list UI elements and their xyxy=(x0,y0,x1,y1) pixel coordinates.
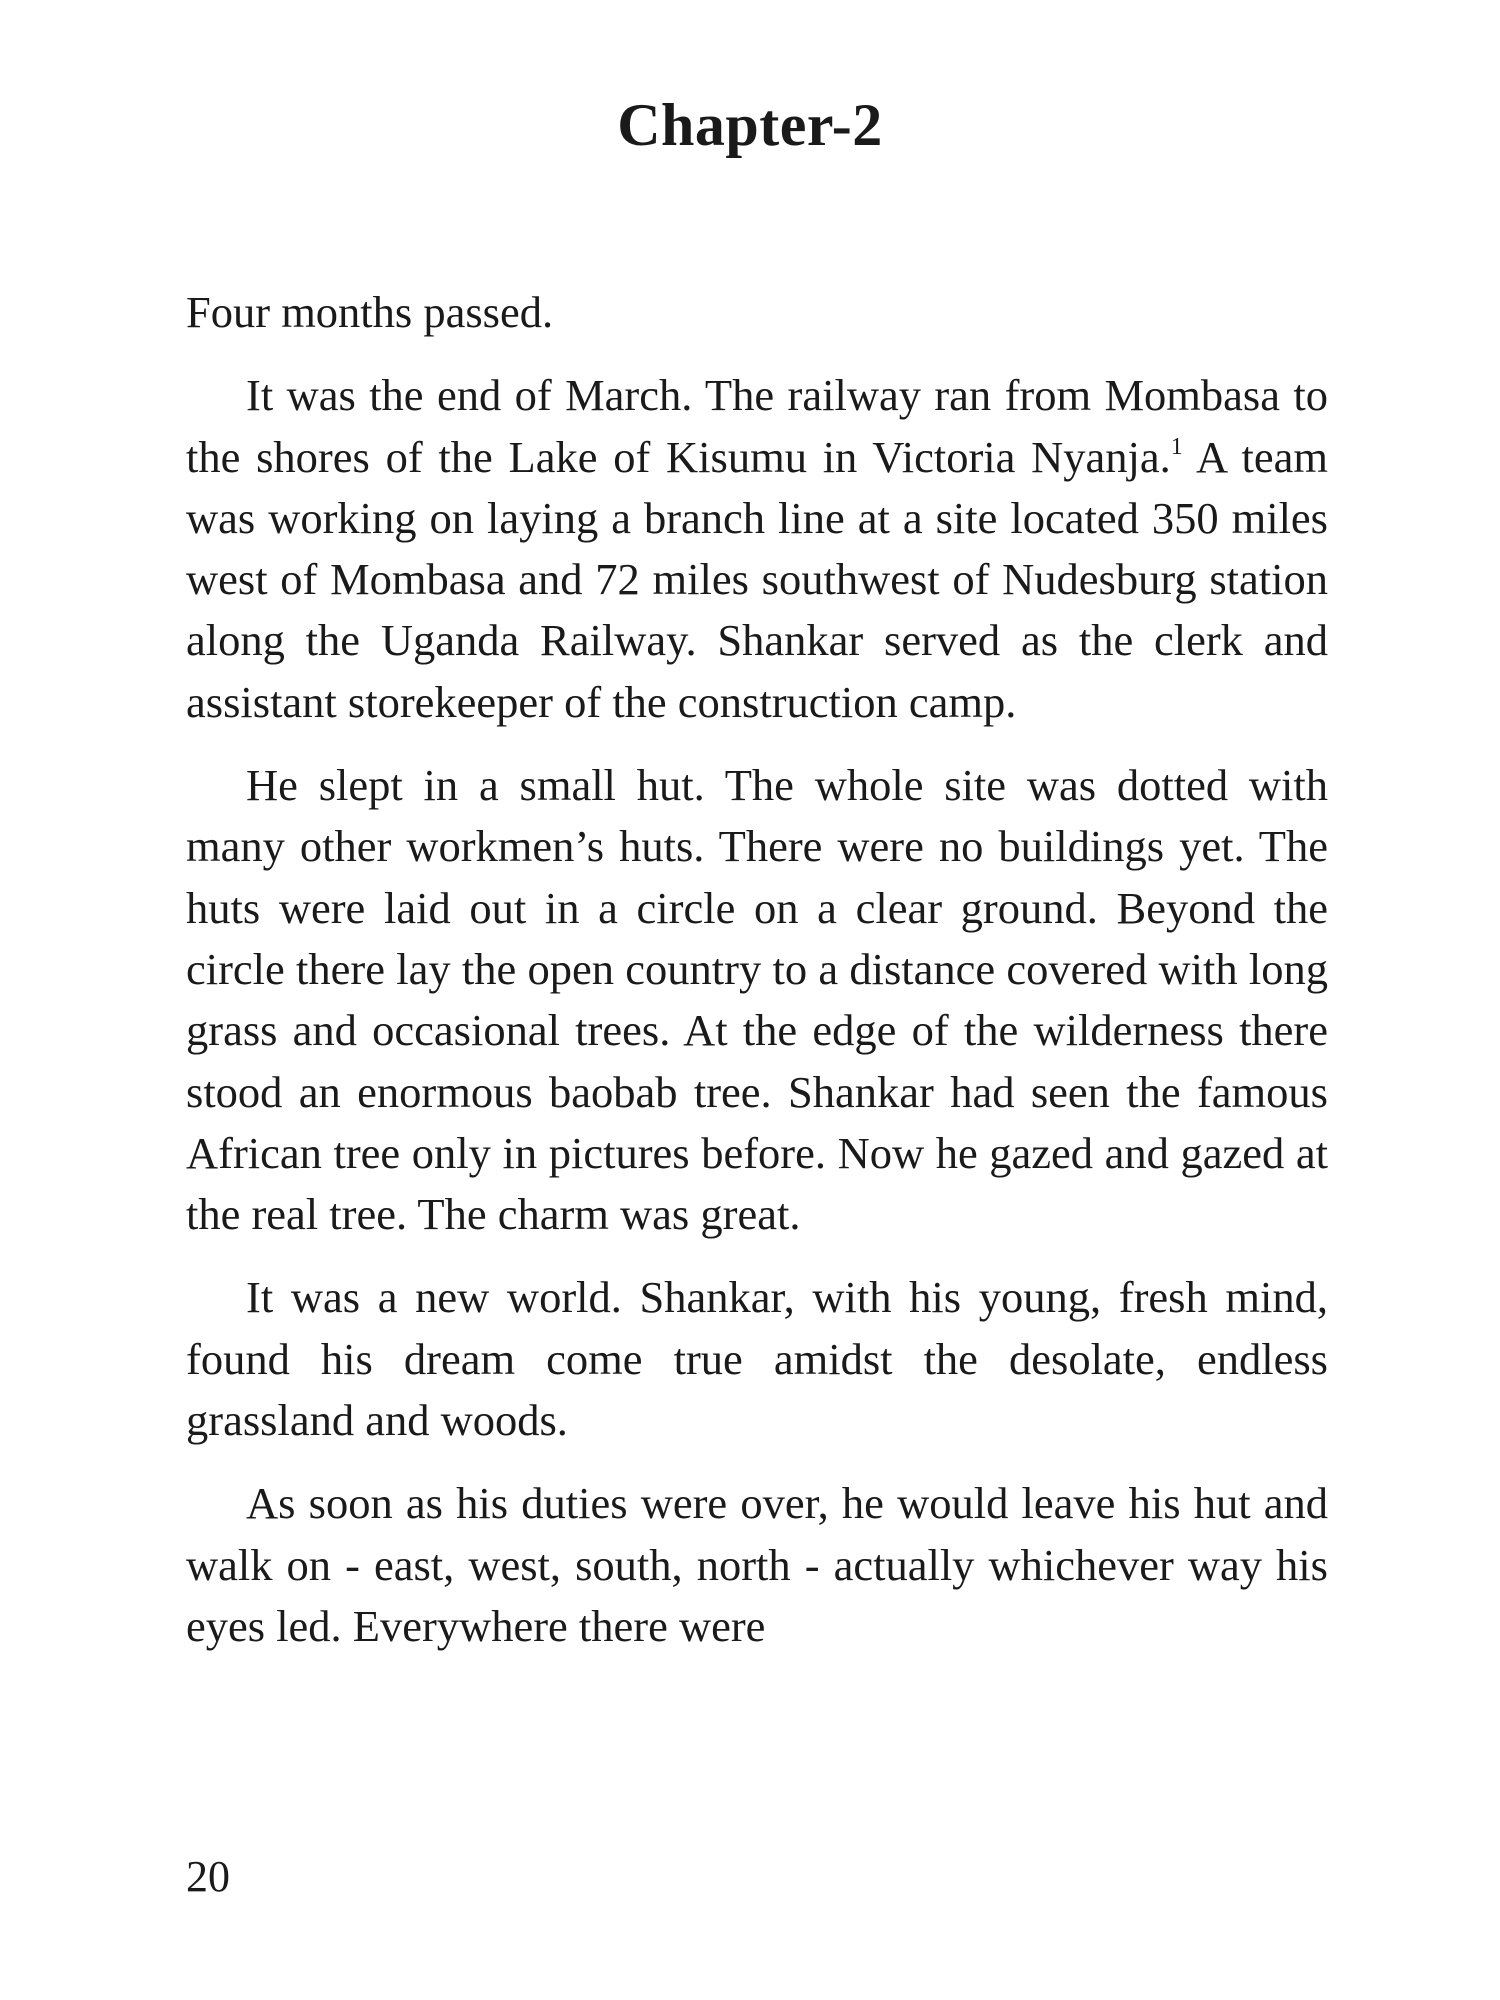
paragraph-4: It was a new world. Shankar, with his young, fresh mind, found his dream come true amidst the desolate, endless grassland and woods. xyxy=(186,1272,1328,1446)
paragraph-5: As soon as his duties were over, he would leave his hut and walk on - east, west, south, north - actually whichever way his eyes led. Everywhere there were xyxy=(186,1478,1328,1651)
paragraph-1: Four months passed. xyxy=(186,287,554,337)
paragraph-2-text-after-note: A team was working on laying a branch line at a site located 350 miles west of Mombasa and 72 miles southwest of Nudesburg station along the Uganda Railway. Shankar served as the clerk and assistant storekeeper of the construction camp. xyxy=(186,431,1328,727)
chapter-body xyxy=(186,282,1328,1679)
footnote-marker: 1 xyxy=(1170,433,1183,460)
paragraph-3: He slept in a small hut. The whole site was dotted with many other workmen’s huts. There were no buildings yet. The huts were laid out in a circle on a clear ground. Beyond the circle there lay the open country to a distance covered with long grass and occasional trees. At the edge of the wilderness there stood an enormous baobab tree. Shankar had seen the famous African tree only in pictures before. Now he gazed and gazed at the real tree. The charm was great. xyxy=(186,760,1328,1240)
page-number: 20 xyxy=(186,1852,230,1901)
chapter-title: Chapter-2 xyxy=(617,92,883,158)
paragraph-2-text-before-note: It was the end of March. The railway ran from Mombasa to the shores of the Lake of Kisumu in Victoria Nyanja. xyxy=(186,370,1328,482)
paragraph-2 xyxy=(186,365,1328,733)
